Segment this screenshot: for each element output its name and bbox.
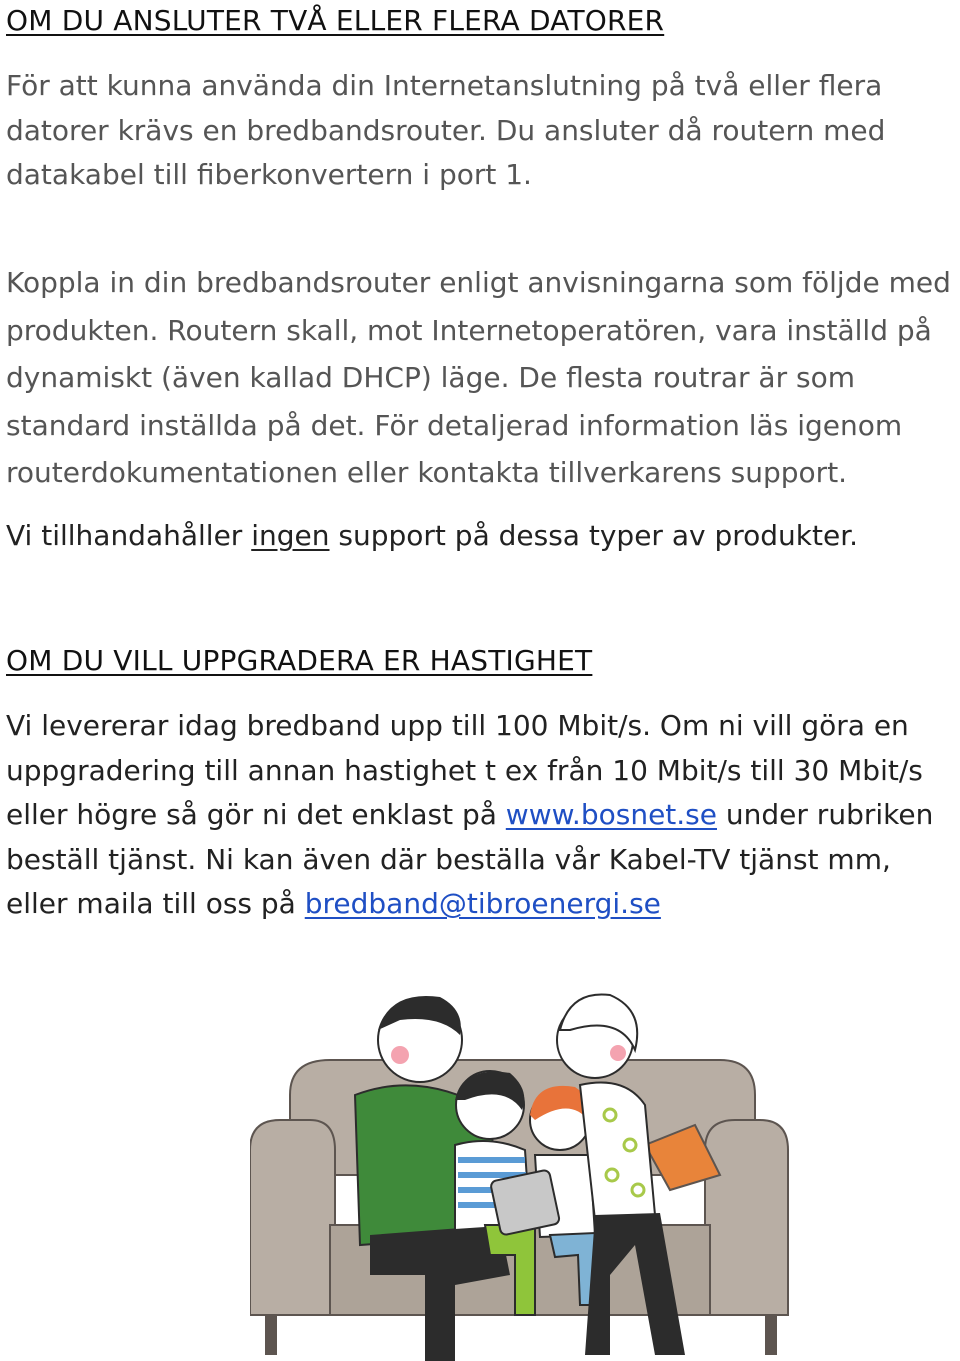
- section-heading-multiple-computers: OM DU ANSLUTER TVÅ ELLER FLERA DATORER: [6, 4, 665, 37]
- website-link[interactable]: www.bosnet.se: [505, 798, 717, 831]
- upgrade-text-part1: Vi levererar idag bredband upp till 100 Mbit/s. Om ni vill göra en uppgradering till annan hastighet t ex från 10 Mbit/s till 30 Mbit/s eller högre så gör ni det enklast på: [6, 709, 923, 831]
- tablet-shape: [490, 1169, 560, 1235]
- section-heading-upgrade-speed: OM DU VILL UPPGRADERA ER HASTIGHET: [6, 644, 593, 677]
- email-link[interactable]: bredband@tibroenergi.se: [304, 887, 661, 920]
- no-support-text-before: Vi tillhandahåller: [6, 519, 252, 552]
- upgrade-text-part2: under rubriken beställ tjänst. Ni kan även där beställa vår Kabel-TV tjänst mm, eller maila till oss på: [6, 798, 934, 920]
- family-on-sofa-illustration: [250, 975, 790, 1361]
- paragraph-router-setup: Koppla in din bredbandsrouter enligt anvisningarna som följde med produkten. Routern skall, mot Internetoperatören, vara inställd på dynamiskt (även kallad DHCP) läge. De flesta routrar är som standard inställda på det. För detaljerad information läs igenom routerdokumentationen eller kontakta tillverkarens support.: [6, 266, 951, 489]
- paragraph-upgrade-info: [6, 704, 956, 927]
- no-support-underlined-word: ingen: [251, 519, 330, 552]
- paragraph-no-support: [6, 514, 956, 559]
- paragraph-router-requirement: För att kunna använda din Internetanslutning på två eller flera datorer krävs en bredbandsrouter. Du ansluter då routern med datakabel till fiberkonvertern i port 1.: [6, 69, 886, 191]
- no-support-text-after: support på dessa typer av produkter.: [329, 519, 859, 552]
